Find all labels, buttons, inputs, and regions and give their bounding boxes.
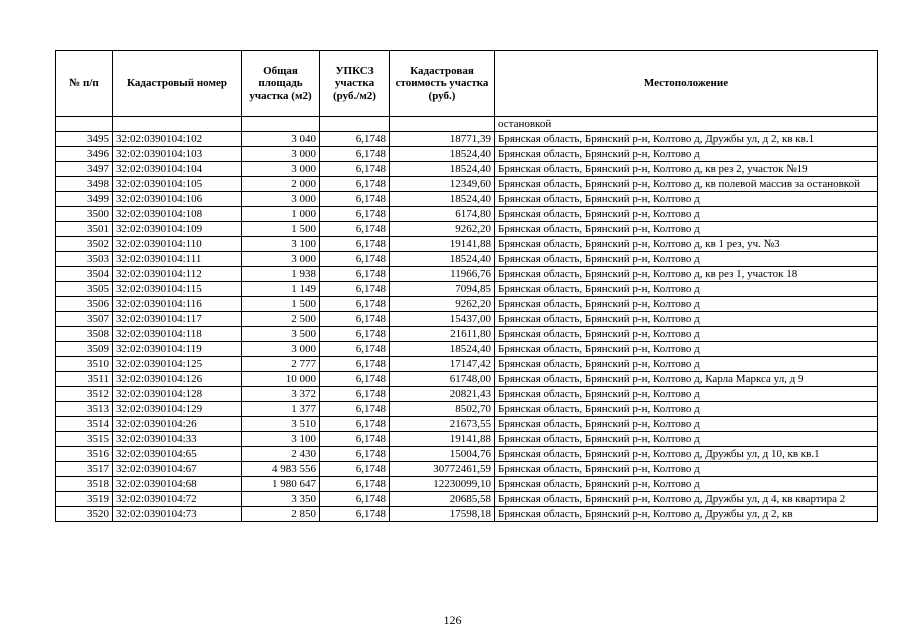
upksz-value: 6,1748 (320, 132, 390, 147)
cadastral-value: 15004,76 (390, 447, 495, 462)
area-value: 3 510 (242, 417, 320, 432)
area-value: 1 938 (242, 267, 320, 282)
upksz-value: 6,1748 (320, 372, 390, 387)
area-value: 3 350 (242, 492, 320, 507)
table-row (56, 507, 878, 522)
cadastral-number: 32:02:0390104:26 (113, 417, 242, 432)
location: Брянская область, Брянский р-н, Колтово д (495, 312, 878, 327)
row-number: 3506 (56, 297, 113, 312)
upksz-value: 6,1748 (320, 462, 390, 477)
area-value: 3 000 (242, 162, 320, 177)
location: Брянская область, Брянский р-н, Колтово д, кв рез 2, участок №19 (495, 162, 878, 177)
continuation-location: остановкой (495, 117, 878, 132)
cadastral-number: 32:02:0390104:111 (113, 252, 242, 267)
cadastral-value: 19141,88 (390, 432, 495, 447)
row-number: 3508 (56, 327, 113, 342)
area-value: 2 777 (242, 357, 320, 372)
location: Брянская область, Брянский р-н, Колтово д (495, 477, 878, 492)
cadastral-number: 32:02:0390104:125 (113, 357, 242, 372)
table-row (56, 252, 878, 267)
table-row (56, 267, 878, 282)
cadastral-value: 20821,43 (390, 387, 495, 402)
location: Брянская область, Брянский р-н, Колтово д (495, 462, 878, 477)
location: Брянская область, Брянский р-н, Колтово д (495, 357, 878, 372)
row-number: 3511 (56, 372, 113, 387)
upksz-value: 6,1748 (320, 312, 390, 327)
upksz-value: 6,1748 (320, 162, 390, 177)
cadastral-number: 32:02:0390104:103 (113, 147, 242, 162)
cadastral-number: 32:02:0390104:117 (113, 312, 242, 327)
cadastral-number: 32:02:0390104:72 (113, 492, 242, 507)
area-value: 3 500 (242, 327, 320, 342)
area-value: 2 500 (242, 312, 320, 327)
table-row (56, 447, 878, 462)
location: Брянская область, Брянский р-н, Колтово д (495, 327, 878, 342)
cadastral-value: 18771,39 (390, 132, 495, 147)
cadastral-number: 32:02:0390104:67 (113, 462, 242, 477)
upksz-value: 6,1748 (320, 207, 390, 222)
location: Брянская область, Брянский р-н, Колтово д, кв полевой массив за остановкой (495, 177, 878, 192)
header-location: Местоположение (495, 51, 878, 117)
cadastral-value: 11966,76 (390, 267, 495, 282)
upksz-value: 6,1748 (320, 177, 390, 192)
table-row (56, 177, 878, 192)
upksz-value: 6,1748 (320, 417, 390, 432)
upksz-value: 6,1748 (320, 192, 390, 207)
area-value: 2 430 (242, 447, 320, 462)
cadastral-value: 30772461,59 (390, 462, 495, 477)
row-number: 3500 (56, 207, 113, 222)
location: Брянская область, Брянский р-н, Колтово д (495, 222, 878, 237)
row-number: 3516 (56, 447, 113, 462)
header-row (56, 51, 878, 117)
cadastral-number: 32:02:0390104:126 (113, 372, 242, 387)
table-row (56, 162, 878, 177)
header-cadastral: Кадастровый номер (113, 51, 242, 117)
cadastral-number: 32:02:0390104:119 (113, 342, 242, 357)
table-row (56, 327, 878, 342)
row-number: 3507 (56, 312, 113, 327)
table-row (56, 372, 878, 387)
upksz-value: 6,1748 (320, 282, 390, 297)
header-area: Общая площадь участка (м2) (242, 51, 320, 117)
table-row (56, 402, 878, 417)
table-row (56, 237, 878, 252)
location: Брянская область, Брянский р-н, Колтово д, Карла Маркса ул, д 9 (495, 372, 878, 387)
area-value: 1 500 (242, 222, 320, 237)
row-number: 3519 (56, 492, 113, 507)
location: Брянская область, Брянский р-н, Колтово д (495, 387, 878, 402)
upksz-value: 6,1748 (320, 387, 390, 402)
cadastral-value: 21673,55 (390, 417, 495, 432)
cadastral-value: 17598,18 (390, 507, 495, 522)
location: Брянская область, Брянский р-н, Колтово д (495, 282, 878, 297)
upksz-value: 6,1748 (320, 237, 390, 252)
upksz-value: 6,1748 (320, 357, 390, 372)
cadastral-number: 32:02:0390104:102 (113, 132, 242, 147)
upksz-value: 6,1748 (320, 147, 390, 162)
row-number: 3501 (56, 222, 113, 237)
area-value: 10 000 (242, 372, 320, 387)
cadastral-number: 32:02:0390104:65 (113, 447, 242, 462)
location: Брянская область, Брянский р-н, Колтово д (495, 147, 878, 162)
area-value: 3 000 (242, 342, 320, 357)
cadastral-value: 19141,88 (390, 237, 495, 252)
cadastral-value: 18524,40 (390, 342, 495, 357)
upksz-value: 6,1748 (320, 447, 390, 462)
row-number: 3510 (56, 357, 113, 372)
upksz-value: 6,1748 (320, 267, 390, 282)
upksz-value: 6,1748 (320, 297, 390, 312)
row-number: 3502 (56, 237, 113, 252)
location: Брянская область, Брянский р-н, Колтово д (495, 192, 878, 207)
table-row (56, 282, 878, 297)
area-value: 3 100 (242, 432, 320, 447)
upksz-value: 6,1748 (320, 477, 390, 492)
table-row (56, 477, 878, 492)
upksz-value: 6,1748 (320, 507, 390, 522)
table-row (56, 342, 878, 357)
location: Брянская область, Брянский р-н, Колтово д (495, 342, 878, 357)
area-value: 2 000 (242, 177, 320, 192)
row-number: 3509 (56, 342, 113, 357)
cadastral-number: 32:02:0390104:104 (113, 162, 242, 177)
location: Брянская область, Брянский р-н, Колтово д (495, 252, 878, 267)
area-value: 3 000 (242, 147, 320, 162)
location: Брянская область, Брянский р-н, Колтово д (495, 417, 878, 432)
cadastral-number: 32:02:0390104:118 (113, 327, 242, 342)
cadastral-value: 17147,42 (390, 357, 495, 372)
header-num: № п/п (56, 51, 113, 117)
area-value: 3 100 (242, 237, 320, 252)
cadastral-number: 32:02:0390104:33 (113, 432, 242, 447)
table-row (56, 192, 878, 207)
cadastral-value: 9262,20 (390, 297, 495, 312)
table-row (56, 222, 878, 237)
upksz-value: 6,1748 (320, 252, 390, 267)
cadastral-value: 61748,00 (390, 372, 495, 387)
cadastral-number: 32:02:0390104:129 (113, 402, 242, 417)
cadastral-value: 15437,00 (390, 312, 495, 327)
row-number: 3504 (56, 267, 113, 282)
cadastral-value: 6174,80 (390, 207, 495, 222)
row-number: 3520 (56, 507, 113, 522)
header-upksz: УПКСЗ участка (руб./м2) (320, 51, 390, 117)
area-value: 3 000 (242, 192, 320, 207)
area-value: 1 377 (242, 402, 320, 417)
area-value: 1 149 (242, 282, 320, 297)
cadastral-value: 7094,85 (390, 282, 495, 297)
location: Брянская область, Брянский р-н, Колтово д, Дружбы ул, д 2, кв кв.1 (495, 132, 878, 147)
continuation-row (56, 117, 878, 132)
location: Брянская область, Брянский р-н, Колтово д, Дружбы ул, д 4, кв квартира 2 (495, 492, 878, 507)
cadastral-value: 18524,40 (390, 252, 495, 267)
row-number: 3496 (56, 147, 113, 162)
row-number: 3498 (56, 177, 113, 192)
upksz-value: 6,1748 (320, 432, 390, 447)
upksz-value: 6,1748 (320, 402, 390, 417)
location: Брянская область, Брянский р-н, Колтово д (495, 402, 878, 417)
table-row (56, 417, 878, 432)
area-value: 3 040 (242, 132, 320, 147)
table-row (56, 462, 878, 477)
cadastral-value: 20685,58 (390, 492, 495, 507)
header-value: Кадастровая стоимость участка (руб.) (390, 51, 495, 117)
table-row (56, 432, 878, 447)
table-row (56, 357, 878, 372)
table-body (56, 117, 878, 522)
table-row (56, 387, 878, 402)
row-number: 3512 (56, 387, 113, 402)
cadastral-number: 32:02:0390104:108 (113, 207, 242, 222)
cadastral-number: 32:02:0390104:115 (113, 282, 242, 297)
cadastral-number: 32:02:0390104:105 (113, 177, 242, 192)
row-number: 3495 (56, 132, 113, 147)
area-value: 4 983 556 (242, 462, 320, 477)
row-number: 3517 (56, 462, 113, 477)
cadastral-number: 32:02:0390104:73 (113, 507, 242, 522)
area-value: 2 850 (242, 507, 320, 522)
upksz-value: 6,1748 (320, 342, 390, 357)
table-row (56, 207, 878, 222)
cadastral-value: 8502,70 (390, 402, 495, 417)
row-number: 3515 (56, 432, 113, 447)
location: Брянская область, Брянский р-н, Колтово д (495, 432, 878, 447)
location: Брянская область, Брянский р-н, Колтово д, Дружбы ул, д 2, кв (495, 507, 878, 522)
area-value: 3 000 (242, 252, 320, 267)
location: Брянская область, Брянский р-н, Колтово д, кв 1 рез, уч. №3 (495, 237, 878, 252)
area-value: 1 500 (242, 297, 320, 312)
cadastral-number: 32:02:0390104:116 (113, 297, 242, 312)
row-number: 3513 (56, 402, 113, 417)
location: Брянская область, Брянский р-н, Колтово д, Дружбы ул, д 10, кв кв.1 (495, 447, 878, 462)
cadastral-number: 32:02:0390104:110 (113, 237, 242, 252)
cadastral-number: 32:02:0390104:106 (113, 192, 242, 207)
upksz-value: 6,1748 (320, 222, 390, 237)
location: Брянская область, Брянский р-н, Колтово д, кв рез 1, участок 18 (495, 267, 878, 282)
cadastral-number: 32:02:0390104:109 (113, 222, 242, 237)
cadastral-value: 21611,80 (390, 327, 495, 342)
cadastral-number: 32:02:0390104:128 (113, 387, 242, 402)
table-row (56, 312, 878, 327)
area-value: 1 000 (242, 207, 320, 222)
upksz-value: 6,1748 (320, 327, 390, 342)
cadastral-value: 9262,20 (390, 222, 495, 237)
cadastral-value: 12230099,10 (390, 477, 495, 492)
table-row (56, 132, 878, 147)
cadastral-value: 18524,40 (390, 147, 495, 162)
page-number: 126 (443, 613, 462, 627)
table-row (56, 492, 878, 507)
cadastral-value: 18524,40 (390, 162, 495, 177)
row-number: 3497 (56, 162, 113, 177)
table-row (56, 297, 878, 312)
cadastral-table (55, 50, 878, 522)
cadastral-number: 32:02:0390104:112 (113, 267, 242, 282)
row-number: 3499 (56, 192, 113, 207)
location: Брянская область, Брянский р-н, Колтово д (495, 207, 878, 222)
cadastral-value: 12349,60 (390, 177, 495, 192)
cadastral-value: 18524,40 (390, 192, 495, 207)
row-number: 3514 (56, 417, 113, 432)
area-value: 1 980 647 (242, 477, 320, 492)
row-number: 3505 (56, 282, 113, 297)
row-number: 3518 (56, 477, 113, 492)
cadastral-number: 32:02:0390104:68 (113, 477, 242, 492)
area-value: 3 372 (242, 387, 320, 402)
upksz-value: 6,1748 (320, 492, 390, 507)
location: Брянская область, Брянский р-н, Колтово д (495, 297, 878, 312)
row-number: 3503 (56, 252, 113, 267)
table-row (56, 147, 878, 162)
